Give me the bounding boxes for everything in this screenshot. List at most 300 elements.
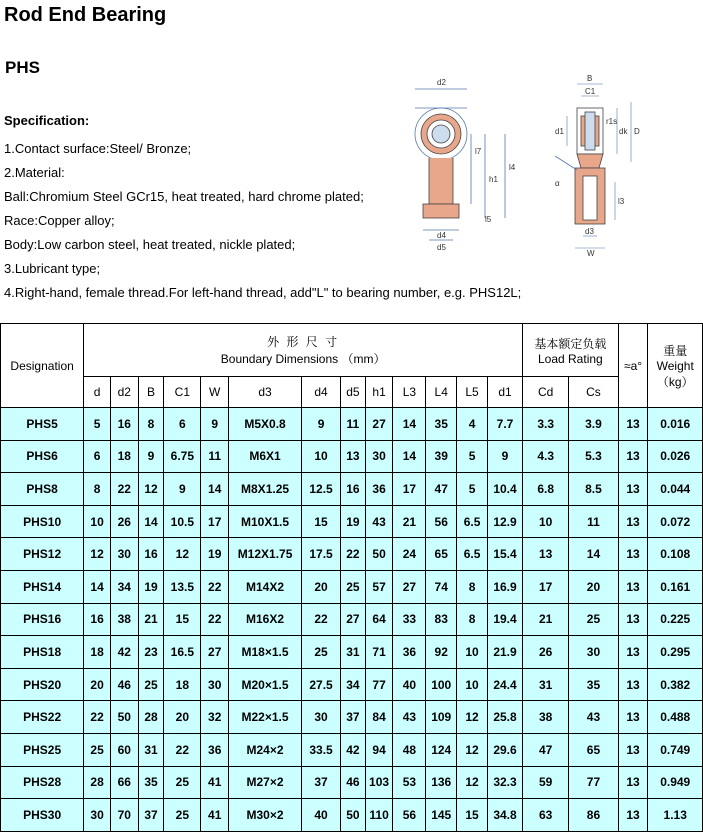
- designation-header: Designation: [1, 324, 84, 408]
- weight-cn: 重量: [663, 343, 688, 358]
- table-cell: M8X1.25: [229, 473, 302, 506]
- table-cell: 0.072: [648, 505, 703, 538]
- spec-line: 1.Contact surface:Steel/ Bronze;: [4, 141, 192, 156]
- table-cell: 8.5: [569, 473, 618, 506]
- label-dk: dk: [619, 127, 628, 136]
- col-header: L5: [457, 377, 488, 408]
- table-cell: 18: [110, 440, 138, 473]
- table-cell: 65: [426, 538, 457, 571]
- column-header-row: [1, 377, 703, 408]
- table-cell: 22: [201, 603, 229, 636]
- label-h1: h1: [489, 175, 498, 184]
- table-cell: 0.382: [648, 668, 703, 701]
- boundary-header-en: Boundary Dimensions （mm）: [220, 352, 386, 366]
- bearing-drawing: [405, 72, 645, 258]
- table-cell: 10: [84, 505, 111, 538]
- table-cell: 60: [110, 733, 138, 766]
- table-cell: 12: [138, 473, 164, 506]
- table-cell: 4: [457, 408, 488, 441]
- table-cell: 36: [393, 636, 426, 669]
- col-header: C1: [164, 377, 201, 408]
- table-cell: 15.4: [487, 538, 522, 571]
- col-header: Cs: [569, 377, 618, 408]
- label-l5: l5: [485, 215, 492, 224]
- table-cell: M27×2: [229, 766, 302, 799]
- table-cell: 13: [341, 440, 366, 473]
- table-cell: 10: [302, 440, 341, 473]
- table-cell: 6.8: [523, 473, 569, 506]
- table-cell: 70: [110, 799, 138, 832]
- table-row: [1, 668, 703, 701]
- table-row: [1, 766, 703, 799]
- model-heading: PHS: [5, 58, 40, 77]
- table-cell: 0.026: [648, 440, 703, 473]
- table-cell: 6.75: [164, 440, 201, 473]
- table-cell: 0.161: [648, 570, 703, 603]
- label-W: W: [587, 249, 595, 258]
- table-cell: 13: [618, 636, 648, 669]
- table-cell: 30: [201, 668, 229, 701]
- table-cell: 31: [138, 733, 164, 766]
- table-cell: 41: [201, 799, 229, 832]
- table-cell: 59: [523, 766, 569, 799]
- spec-line: Body:Low carbon steel, heat treated, nickle plated;: [4, 237, 296, 252]
- label-d3: d3: [585, 227, 594, 236]
- table-cell: M30×2: [229, 799, 302, 832]
- table-cell: 20: [302, 570, 341, 603]
- rod-end-front-view: [415, 89, 505, 240]
- table-cell: 30: [569, 636, 618, 669]
- table-cell: 13: [618, 570, 648, 603]
- table-cell: 22: [84, 701, 111, 734]
- table-cell: 25: [341, 570, 366, 603]
- table-cell: 14: [138, 505, 164, 538]
- table-cell: 27: [393, 570, 426, 603]
- table-cell: 56: [426, 505, 457, 538]
- rod-end-side-view: [555, 108, 605, 224]
- table-cell: 27: [201, 636, 229, 669]
- table-cell: 25: [569, 603, 618, 636]
- table-cell: 11: [341, 408, 366, 441]
- table-cell: 110: [365, 799, 393, 832]
- table-cell: 8: [457, 603, 488, 636]
- table-cell: 15: [164, 603, 201, 636]
- table-cell: 65: [569, 733, 618, 766]
- table-cell: M12X1.75: [229, 538, 302, 571]
- table-cell: 46: [341, 766, 366, 799]
- table-cell: 9: [487, 440, 522, 473]
- table-cell: 28: [138, 701, 164, 734]
- table-cell: 3.9: [569, 408, 618, 441]
- table-cell: 25: [84, 733, 111, 766]
- table-cell: 5: [457, 473, 488, 506]
- table-cell: 21: [138, 603, 164, 636]
- table-cell: M24×2: [229, 733, 302, 766]
- table-cell: 27: [341, 603, 366, 636]
- table-cell: 16: [84, 603, 111, 636]
- table-cell: 31: [341, 636, 366, 669]
- table-cell: 35: [426, 408, 457, 441]
- table-cell: 53: [393, 766, 426, 799]
- table-cell: 30: [110, 538, 138, 571]
- table-cell: 12: [164, 538, 201, 571]
- table-cell: 5: [84, 408, 111, 441]
- label-d1: d1: [555, 127, 564, 136]
- table-cell: 13: [523, 538, 569, 571]
- label-d5: d5: [437, 243, 446, 252]
- table-cell: 18: [84, 636, 111, 669]
- label-D: D: [634, 127, 640, 136]
- table-cell: 13: [618, 408, 648, 441]
- table-cell: 77: [569, 766, 618, 799]
- weight-unit: （kg）: [656, 374, 694, 389]
- table-cell: 30: [84, 799, 111, 832]
- table-cell: 71: [365, 636, 393, 669]
- table-cell: 12: [457, 701, 488, 734]
- table-cell: 12: [84, 538, 111, 571]
- table-cell: 34.8: [487, 799, 522, 832]
- table-cell: 35: [138, 766, 164, 799]
- designation-cell: PHS14: [1, 570, 84, 603]
- table-cell: 1.13: [648, 799, 703, 832]
- table-cell: 6: [84, 440, 111, 473]
- table-row: [1, 799, 703, 832]
- table-row: [1, 733, 703, 766]
- table-cell: 12.5: [302, 473, 341, 506]
- table-cell: M14X2: [229, 570, 302, 603]
- table-cell: 43: [393, 701, 426, 734]
- table-cell: 36: [365, 473, 393, 506]
- table-cell: 11: [201, 440, 229, 473]
- boundary-header: [84, 324, 523, 377]
- table-cell: 25.8: [487, 701, 522, 734]
- table-cell: 15: [457, 799, 488, 832]
- table-cell: M16X2: [229, 603, 302, 636]
- col-header: h1: [365, 377, 393, 408]
- table-cell: 19: [201, 538, 229, 571]
- table-cell: 9: [138, 440, 164, 473]
- table-cell: 136: [426, 766, 457, 799]
- table-cell: 21: [523, 603, 569, 636]
- table-cell: M22×1.5: [229, 701, 302, 734]
- table-cell: 8: [457, 570, 488, 603]
- table-cell: 0.749: [648, 733, 703, 766]
- table-cell: 30: [365, 440, 393, 473]
- table-cell: 21.9: [487, 636, 522, 669]
- table-row: [1, 538, 703, 571]
- table-cell: 16: [110, 408, 138, 441]
- table-cell: 16: [138, 538, 164, 571]
- table-cell: 17.5: [302, 538, 341, 571]
- table-cell: 21: [393, 505, 426, 538]
- angle-header: ≈a°: [618, 324, 648, 408]
- table-cell: 39: [426, 440, 457, 473]
- table-cell: 124: [426, 733, 457, 766]
- table-cell: 13: [618, 799, 648, 832]
- table-cell: M6X1: [229, 440, 302, 473]
- designation-cell: PHS10: [1, 505, 84, 538]
- table-cell: 4.3: [523, 440, 569, 473]
- spec-line: 4.Right-hand, female thread.For left-hand thread, add"L" to bearing number, e.g. PHS12L;: [4, 285, 522, 300]
- table-cell: 47: [523, 733, 569, 766]
- designation-cell: PHS30: [1, 799, 84, 832]
- table-row: [1, 636, 703, 669]
- table-cell: 42: [341, 733, 366, 766]
- col-header: W: [201, 377, 229, 408]
- table-cell: 66: [110, 766, 138, 799]
- table-row: [1, 570, 703, 603]
- table-cell: 94: [365, 733, 393, 766]
- table-cell: 92: [426, 636, 457, 669]
- label-d2: d2: [437, 78, 446, 87]
- table-cell: 10.4: [487, 473, 522, 506]
- table-body: [1, 408, 703, 832]
- table-cell: 32.3: [487, 766, 522, 799]
- table-cell: 86: [569, 799, 618, 832]
- table-cell: 10.5: [164, 505, 201, 538]
- table-cell: 26: [523, 636, 569, 669]
- table-cell: 20: [569, 570, 618, 603]
- designation-cell: PHS20: [1, 668, 84, 701]
- table-cell: 63: [523, 799, 569, 832]
- table-cell: 50: [365, 538, 393, 571]
- table-cell: 56: [393, 799, 426, 832]
- table-cell: 17: [393, 473, 426, 506]
- table-cell: 19: [138, 570, 164, 603]
- table-cell: M18×1.5: [229, 636, 302, 669]
- weight-en: Weight: [656, 358, 694, 373]
- designation-cell: PHS25: [1, 733, 84, 766]
- table-cell: 22: [110, 473, 138, 506]
- table-cell: 9: [302, 408, 341, 441]
- boundary-header-cn: 外 形 尺 寸: [267, 335, 340, 349]
- table-cell: 48: [393, 733, 426, 766]
- table-cell: 38: [110, 603, 138, 636]
- table-cell: 13: [618, 668, 648, 701]
- col-header: d4: [302, 377, 341, 408]
- table-cell: 41: [201, 766, 229, 799]
- table-cell: 10: [457, 636, 488, 669]
- table-cell: 16: [341, 473, 366, 506]
- table-cell: 34: [341, 668, 366, 701]
- table-cell: 25: [164, 766, 201, 799]
- table-cell: 23: [138, 636, 164, 669]
- table-cell: 6.5: [457, 505, 488, 538]
- designation-cell: PHS16: [1, 603, 84, 636]
- table-cell: 13: [618, 505, 648, 538]
- spec-heading: Specification:: [4, 113, 90, 128]
- table-cell: 13: [618, 733, 648, 766]
- table-cell: 12: [457, 766, 488, 799]
- table-cell: 0.044: [648, 473, 703, 506]
- label-r1s: r1s: [606, 117, 618, 126]
- table-cell: 18: [164, 668, 201, 701]
- table-cell: 13: [618, 603, 648, 636]
- table-cell: 29.6: [487, 733, 522, 766]
- table-cell: 11: [569, 505, 618, 538]
- table-cell: 100: [426, 668, 457, 701]
- dimension-table: [0, 323, 703, 832]
- table-cell: 19.4: [487, 603, 522, 636]
- table-cell: 14: [569, 538, 618, 571]
- table-cell: 50: [341, 799, 366, 832]
- table-cell: 0.295: [648, 636, 703, 669]
- table-cell: M10X1.5: [229, 505, 302, 538]
- table-cell: M5X0.8: [229, 408, 302, 441]
- table-cell: 31: [523, 668, 569, 701]
- designation-cell: PHS5: [1, 408, 84, 441]
- table-row: [1, 603, 703, 636]
- col-header: d: [84, 377, 111, 408]
- table-cell: 13: [618, 473, 648, 506]
- page-title: Rod End Bearing: [4, 4, 167, 26]
- label-d4: d4: [437, 231, 446, 240]
- table-cell: 3.3: [523, 408, 569, 441]
- table-cell: M20×1.5: [229, 668, 302, 701]
- label-B: B: [587, 74, 593, 83]
- table-cell: 103: [365, 766, 393, 799]
- label-C1: C1: [585, 87, 596, 96]
- table-cell: 5: [457, 440, 488, 473]
- table-cell: 33.5: [302, 733, 341, 766]
- table-cell: 7.7: [487, 408, 522, 441]
- table-cell: 8: [138, 408, 164, 441]
- table-cell: 34: [110, 570, 138, 603]
- load-rating-cn: 基本额定负载: [534, 336, 607, 351]
- designation-cell: PHS8: [1, 473, 84, 506]
- table-cell: 83: [426, 603, 457, 636]
- table-cell: 13.5: [164, 570, 201, 603]
- table-cell: 15: [302, 505, 341, 538]
- table-cell: 16.9: [487, 570, 522, 603]
- table-cell: 20: [84, 668, 111, 701]
- table-cell: 74: [426, 570, 457, 603]
- table-cell: 6.5: [457, 538, 488, 571]
- table-cell: 37: [341, 701, 366, 734]
- table-cell: 0.225: [648, 603, 703, 636]
- table-cell: 38: [523, 701, 569, 734]
- table-cell: 145: [426, 799, 457, 832]
- table-cell: 25: [302, 636, 341, 669]
- table-row: [1, 408, 703, 441]
- label-alpha: α: [555, 179, 560, 188]
- load-rating-en: Load Rating: [537, 351, 603, 366]
- spec-line: Ball:Chromium Steel GCr15, heat treated, hard chrome plated;: [4, 189, 364, 204]
- table-cell: 14: [393, 440, 426, 473]
- col-header: B: [138, 377, 164, 408]
- table-cell: 0.488: [648, 701, 703, 734]
- table-cell: 24.4: [487, 668, 522, 701]
- table-cell: 20: [164, 701, 201, 734]
- table-cell: 8: [84, 473, 111, 506]
- table-cell: 30: [302, 701, 341, 734]
- table-header: [1, 324, 703, 408]
- table-row: [1, 505, 703, 538]
- table-cell: 37: [302, 766, 341, 799]
- table-cell: 22: [302, 603, 341, 636]
- col-header: d5: [341, 377, 366, 408]
- table-cell: 40: [302, 799, 341, 832]
- designation-cell: PHS6: [1, 440, 84, 473]
- table-cell: 22: [341, 538, 366, 571]
- table-cell: 0.949: [648, 766, 703, 799]
- table-cell: 84: [365, 701, 393, 734]
- designation-cell: PHS12: [1, 538, 84, 571]
- table-cell: 109: [426, 701, 457, 734]
- table-cell: 14: [393, 408, 426, 441]
- table-cell: 0.108: [648, 538, 703, 571]
- table-cell: 16.5: [164, 636, 201, 669]
- table-cell: 22: [201, 570, 229, 603]
- table-row: [1, 440, 703, 473]
- table-cell: 25: [138, 668, 164, 701]
- label-l7: l7: [475, 147, 482, 156]
- table-cell: 50: [110, 701, 138, 734]
- col-header: d3: [229, 377, 302, 408]
- table-cell: 35: [569, 668, 618, 701]
- table-cell: 9: [164, 473, 201, 506]
- table-cell: 14: [84, 570, 111, 603]
- table-cell: 36: [201, 733, 229, 766]
- table-cell: 13: [618, 440, 648, 473]
- table-cell: 12: [457, 733, 488, 766]
- table-cell: 10: [523, 505, 569, 538]
- table-cell: 57: [365, 570, 393, 603]
- spec-line: 2.Material:: [4, 165, 65, 180]
- col-header: Cd: [523, 377, 569, 408]
- label-l3: l3: [618, 197, 625, 206]
- table-cell: 27.5: [302, 668, 341, 701]
- table-cell: 17: [201, 505, 229, 538]
- table-cell: 22: [164, 733, 201, 766]
- col-header: d2: [110, 377, 138, 408]
- table-cell: 64: [365, 603, 393, 636]
- table-cell: 42: [110, 636, 138, 669]
- table-cell: 27: [365, 408, 393, 441]
- table-cell: 19: [341, 505, 366, 538]
- label-l4: l4: [509, 163, 516, 172]
- spec-line: Race:Copper alloy;: [4, 213, 115, 228]
- table-cell: 77: [365, 668, 393, 701]
- spec-line: 3.Lubricant type;: [4, 261, 101, 276]
- table-cell: 43: [569, 701, 618, 734]
- table-cell: 33: [393, 603, 426, 636]
- weight-header: [648, 324, 703, 408]
- designation-cell: PHS28: [1, 766, 84, 799]
- designation-cell: PHS22: [1, 701, 84, 734]
- table-cell: 14: [201, 473, 229, 506]
- designation-cell: PHS18: [1, 636, 84, 669]
- table-cell: 9: [201, 408, 229, 441]
- table-cell: 32: [201, 701, 229, 734]
- table-cell: 5.3: [569, 440, 618, 473]
- table-cell: 40: [393, 668, 426, 701]
- table-row: [1, 473, 703, 506]
- table-cell: 47: [426, 473, 457, 506]
- table-cell: 0.016: [648, 408, 703, 441]
- col-header: L3: [393, 377, 426, 408]
- col-header: d1: [487, 377, 522, 408]
- table-cell: 24: [393, 538, 426, 571]
- table-cell: 13: [618, 701, 648, 734]
- table-row: [1, 701, 703, 734]
- table-cell: 28: [84, 766, 111, 799]
- table-cell: 25: [164, 799, 201, 832]
- table-cell: 37: [138, 799, 164, 832]
- table-cell: 43: [365, 505, 393, 538]
- table-cell: 46: [110, 668, 138, 701]
- load-rating-header: [523, 324, 619, 377]
